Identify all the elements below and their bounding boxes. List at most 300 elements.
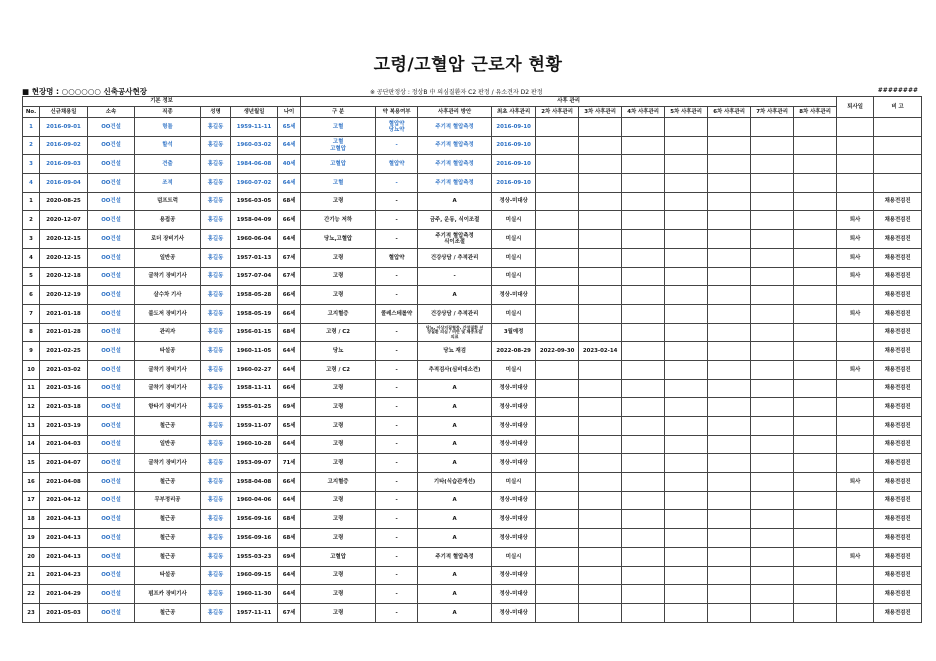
remark-cell <box>874 174 922 193</box>
age-cell: 64세 <box>278 230 301 249</box>
care-plan-cell: A <box>418 491 492 510</box>
followup-7-cell <box>751 603 794 622</box>
followup-8-cell <box>794 248 837 267</box>
followup-3-cell <box>579 267 622 286</box>
care-plan-cell: - <box>418 267 492 286</box>
followup-8-cell <box>794 286 837 305</box>
affiliation-cell: OO건설 <box>88 398 135 417</box>
worker-name-cell: 홍길동 <box>201 323 231 342</box>
category-cell: 당뇨 <box>301 342 376 361</box>
age-cell: 66세 <box>278 473 301 492</box>
followup-7-cell <box>751 566 794 585</box>
followup-4-cell <box>622 136 665 155</box>
row-no-cell: 5 <box>23 267 40 286</box>
followup-1-cell: 정상-미대상 <box>492 603 536 622</box>
followup-5-cell <box>665 360 708 379</box>
age-cell: 69세 <box>278 398 301 417</box>
followup-3-cell <box>579 529 622 548</box>
hire-date-cell: 2021-02-25 <box>40 342 88 361</box>
followup-2-cell <box>536 585 579 604</box>
table-row <box>23 174 922 193</box>
age-cell: 67세 <box>278 267 301 286</box>
worker-name-cell: 홍길동 <box>201 118 231 137</box>
followup-1-cell: 정상-미대상 <box>492 454 536 473</box>
job-type-cell: 무부정리공 <box>135 491 201 510</box>
worker-name-cell: 홍길동 <box>201 491 231 510</box>
affiliation-cell: OO건설 <box>88 454 135 473</box>
birth-date-cell: 1957-07-04 <box>231 267 278 286</box>
followup-4-cell <box>622 267 665 286</box>
followup-2-cell <box>536 547 579 566</box>
followup-5-cell <box>665 398 708 417</box>
birth-date-cell: 1959-11-11 <box>231 118 278 137</box>
care-plan-cell: A <box>418 529 492 548</box>
followup-8-cell <box>794 304 837 323</box>
followup-4-cell <box>622 566 665 585</box>
row-no-cell: 23 <box>23 603 40 622</box>
followup-3-cell <box>579 360 622 379</box>
hire-date-cell: 2016-09-02 <box>40 136 88 155</box>
care-plan-cell: A <box>418 286 492 305</box>
job-type-cell: 불도저 장비기사 <box>135 304 201 323</box>
affiliation-cell: OO건설 <box>88 547 135 566</box>
followup-1-cell: 미실시 <box>492 304 536 323</box>
followup-6-cell <box>708 323 751 342</box>
followup-2-cell <box>536 566 579 585</box>
category-cell: 고령 <box>301 192 376 211</box>
resign-date-cell: 퇴사 <box>837 211 874 230</box>
followup-1-cell: 2016-09-10 <box>492 174 536 193</box>
table-row <box>23 267 922 286</box>
column-header: 2차 사후관리 <box>536 107 579 118</box>
row-no-cell: 15 <box>23 454 40 473</box>
hire-date-cell: 2021-04-13 <box>40 547 88 566</box>
remark-cell: 채용전검진 <box>874 211 922 230</box>
followup-7-cell <box>751 435 794 454</box>
row-no-cell: 21 <box>23 566 40 585</box>
followup-2-cell <box>536 398 579 417</box>
affiliation-cell: OO건설 <box>88 435 135 454</box>
followup-5-cell <box>665 174 708 193</box>
care-plan-cell: A <box>418 603 492 622</box>
care-plan-cell: A <box>418 417 492 436</box>
followup-1-cell: 미실시 <box>492 248 536 267</box>
followup-4-cell <box>622 211 665 230</box>
followup-3-cell <box>579 603 622 622</box>
table-row <box>23 211 922 230</box>
resign-date-cell: 퇴사 <box>837 248 874 267</box>
category-cell: 고령 <box>301 454 376 473</box>
remark-cell: 채용전검진 <box>874 379 922 398</box>
medication-cell: - <box>376 510 418 529</box>
birth-date-cell: 1960-02-27 <box>231 360 278 379</box>
column-header: 나이 <box>278 107 301 118</box>
job-type-cell: 철근공 <box>135 473 201 492</box>
category-cell: 고령 <box>301 417 376 436</box>
followup-5-cell <box>665 155 708 174</box>
category-cell: 고령 / C2 <box>301 360 376 379</box>
age-cell: 64세 <box>278 136 301 155</box>
followup-1-cell: 2016-09-10 <box>492 136 536 155</box>
resign-date-cell <box>837 286 874 305</box>
hire-date-cell: 2021-04-13 <box>40 510 88 529</box>
followup-3-cell <box>579 192 622 211</box>
followup-3-cell <box>579 286 622 305</box>
followup-6-cell <box>708 435 751 454</box>
remark-cell: 채용전검진 <box>874 417 922 436</box>
job-type-cell: 펌프카 장비기사 <box>135 585 201 604</box>
hire-date-cell: 2021-04-03 <box>40 435 88 454</box>
followup-2-cell <box>536 286 579 305</box>
followup-2-cell <box>536 510 579 529</box>
birth-date-cell: 1960-11-05 <box>231 342 278 361</box>
care-plan-cell: 추적검사(심비대소견) <box>418 360 492 379</box>
affiliation-cell: OO건설 <box>88 192 135 211</box>
followup-2-cell <box>536 230 579 249</box>
care-plan-cell: A <box>418 585 492 604</box>
followup-6-cell <box>708 248 751 267</box>
followup-2-cell <box>536 603 579 622</box>
age-cell: 64세 <box>278 491 301 510</box>
followup-6-cell <box>708 286 751 305</box>
followup-5-cell <box>665 529 708 548</box>
resign-date-cell: 퇴사 <box>837 473 874 492</box>
followup-8-cell <box>794 435 837 454</box>
age-cell: 66세 <box>278 379 301 398</box>
birth-date-cell: 1955-03-23 <box>231 547 278 566</box>
age-cell: 71세 <box>278 454 301 473</box>
followup-1-cell: 미실시 <box>492 360 536 379</box>
followup-8-cell <box>794 566 837 585</box>
affiliation-cell: OO건설 <box>88 248 135 267</box>
followup-7-cell <box>751 248 794 267</box>
care-plan-cell: 기타(식습관개선) <box>418 473 492 492</box>
followup-3-cell <box>579 473 622 492</box>
hire-date-cell: 2021-04-07 <box>40 454 88 473</box>
age-cell: 67세 <box>278 603 301 622</box>
followup-8-cell <box>794 118 837 137</box>
column-header: 신규채용일 <box>40 107 88 118</box>
followup-2-cell <box>536 379 579 398</box>
followup-7-cell <box>751 323 794 342</box>
job-type-cell: 굴착기 장비기사 <box>135 360 201 379</box>
row-no-cell: 20 <box>23 547 40 566</box>
followup-2-cell <box>536 136 579 155</box>
medication-cell: - <box>376 491 418 510</box>
followup-6-cell <box>708 342 751 361</box>
resign-date-cell <box>837 118 874 137</box>
hire-date-cell: 2021-05-03 <box>40 603 88 622</box>
followup-8-cell <box>794 174 837 193</box>
column-header: 최초 사후관리 <box>492 107 536 118</box>
affiliation-cell: OO건설 <box>88 155 135 174</box>
birth-date-cell: 1958-05-28 <box>231 286 278 305</box>
resign-date-cell <box>837 603 874 622</box>
care-plan-cell: 당뇨 재검 <box>418 342 492 361</box>
table-row <box>23 585 922 604</box>
followup-6-cell <box>708 360 751 379</box>
affiliation-cell: OO건설 <box>88 304 135 323</box>
resign-date-cell: 퇴사 <box>837 360 874 379</box>
table-row <box>23 118 922 137</box>
medication-cell: - <box>376 473 418 492</box>
medication-cell: 콜레스테롤약 <box>376 304 418 323</box>
medication-cell: - <box>376 529 418 548</box>
medication-cell: - <box>376 379 418 398</box>
followup-6-cell <box>708 174 751 193</box>
followup-5-cell <box>665 286 708 305</box>
row-no-cell: 6 <box>23 286 40 305</box>
remark-cell <box>874 118 922 137</box>
followup-8-cell <box>794 529 837 548</box>
remark-cell: 채용전검진 <box>874 286 922 305</box>
care-plan-cell: 주기적 혈압측정 <box>418 136 492 155</box>
worker-name-cell: 홍길동 <box>201 585 231 604</box>
followup-8-cell <box>794 510 837 529</box>
category-cell: 고령 <box>301 585 376 604</box>
medication-cell: - <box>376 192 418 211</box>
group-basic-info: 기본 정보 <box>23 97 301 107</box>
worker-name-cell: 홍길동 <box>201 286 231 305</box>
birth-date-cell: 1958-04-08 <box>231 473 278 492</box>
column-header: 생년월일 <box>231 107 278 118</box>
job-type-cell: 살수차 기사 <box>135 286 201 305</box>
followup-2-cell <box>536 192 579 211</box>
followup-6-cell <box>708 398 751 417</box>
job-type-cell: 굴착기 장비기사 <box>135 379 201 398</box>
table-row <box>23 192 922 211</box>
hire-date-cell: 2021-01-18 <box>40 304 88 323</box>
followup-7-cell <box>751 510 794 529</box>
followup-4-cell <box>622 510 665 529</box>
age-cell: 65세 <box>278 417 301 436</box>
affiliation-cell: OO건설 <box>88 603 135 622</box>
followup-4-cell <box>622 342 665 361</box>
followup-6-cell <box>708 454 751 473</box>
category-cell: 고령 <box>301 267 376 286</box>
followup-2-cell <box>536 304 579 323</box>
followup-8-cell <box>794 585 837 604</box>
job-type-cell: 일반공 <box>135 248 201 267</box>
worker-name-cell: 홍길동 <box>201 454 231 473</box>
followup-4-cell <box>622 417 665 436</box>
care-plan-cell: A <box>418 566 492 585</box>
followup-2-cell <box>536 454 579 473</box>
resign-date-cell <box>837 454 874 473</box>
followup-5-cell <box>665 435 708 454</box>
followup-2-cell <box>536 529 579 548</box>
followup-8-cell <box>794 547 837 566</box>
followup-7-cell <box>751 136 794 155</box>
birth-date-cell: 1960-03-02 <box>231 136 278 155</box>
medication-cell: - <box>376 267 418 286</box>
followup-4-cell <box>622 585 665 604</box>
remark-cell: 채용전검진 <box>874 566 922 585</box>
table-row <box>23 230 922 249</box>
job-type-cell: 할석 <box>135 136 201 155</box>
worker-name-cell: 홍길동 <box>201 547 231 566</box>
followup-3-cell <box>579 304 622 323</box>
category-cell: 고령 <box>301 248 376 267</box>
followup-6-cell <box>708 230 751 249</box>
category-cell: 고지혈증 <box>301 473 376 492</box>
followup-1-cell: 정상-미대상 <box>492 566 536 585</box>
row-no-cell: 2 <box>23 136 40 155</box>
job-type-cell: 관리자 <box>135 323 201 342</box>
row-no-cell: 18 <box>23 510 40 529</box>
resign-date-cell <box>837 529 874 548</box>
page-title: 고령/고혈압 근로자 현황 <box>373 55 563 75</box>
table-row <box>23 510 922 529</box>
followup-1-cell: 정상-미대상 <box>492 286 536 305</box>
hire-date-cell: 2021-04-29 <box>40 585 88 604</box>
job-type-cell: 항타기 장비기사 <box>135 398 201 417</box>
table-row <box>23 473 922 492</box>
medication-cell: - <box>376 342 418 361</box>
job-type-cell: 철근공 <box>135 547 201 566</box>
table-row <box>23 529 922 548</box>
affiliation-cell: OO건설 <box>88 136 135 155</box>
followup-1-cell: 미실시 <box>492 267 536 286</box>
birth-date-cell: 1956-09-16 <box>231 510 278 529</box>
affiliation-cell: OO건설 <box>88 267 135 286</box>
resign-date-cell: 퇴사 <box>837 267 874 286</box>
followup-5-cell <box>665 566 708 585</box>
followup-8-cell <box>794 230 837 249</box>
resign-date-cell: 퇴사 <box>837 304 874 323</box>
followup-2-cell <box>536 118 579 137</box>
affiliation-cell: OO건설 <box>88 360 135 379</box>
row-no-cell: 3 <box>23 155 40 174</box>
worker-table <box>22 96 922 623</box>
followup-4-cell <box>622 360 665 379</box>
column-header: 4차 사후관리 <box>622 107 665 118</box>
table-row <box>23 435 922 454</box>
followup-1-cell: 미실시 <box>492 211 536 230</box>
job-type-cell: 견출 <box>135 155 201 174</box>
followup-1-cell: 정상-미대상 <box>492 510 536 529</box>
medication-cell: - <box>376 603 418 622</box>
followup-6-cell <box>708 136 751 155</box>
care-plan-cell: A <box>418 454 492 473</box>
overflow-cell: ######## <box>877 87 918 94</box>
followup-3-cell <box>579 136 622 155</box>
resign-date-cell <box>837 435 874 454</box>
resign-date-cell <box>837 323 874 342</box>
category-cell: 고령 <box>301 286 376 305</box>
followup-6-cell <box>708 510 751 529</box>
hire-date-cell: 2020-08-25 <box>40 192 88 211</box>
job-type-cell: 타설공 <box>135 342 201 361</box>
resign-date-cell <box>837 174 874 193</box>
medication-cell: - <box>376 230 418 249</box>
remark-cell: 채용전검진 <box>874 304 922 323</box>
remark-cell: 채용전검진 <box>874 398 922 417</box>
followup-4-cell <box>622 547 665 566</box>
followup-4-cell <box>622 323 665 342</box>
row-no-cell: 11 <box>23 379 40 398</box>
followup-1-cell: 미실시 <box>492 230 536 249</box>
followup-8-cell <box>794 136 837 155</box>
age-cell: 66세 <box>278 211 301 230</box>
medication-cell: - <box>376 323 418 342</box>
affiliation-cell: OO건설 <box>88 286 135 305</box>
table-row <box>23 286 922 305</box>
resign-date-cell <box>837 417 874 436</box>
row-no-cell: 4 <box>23 248 40 267</box>
hire-date-cell: 2020-12-15 <box>40 230 88 249</box>
remark-cell: 채용전검진 <box>874 529 922 548</box>
row-no-cell: 1 <box>23 118 40 137</box>
job-type-cell: 형틀 <box>135 118 201 137</box>
care-plan-cell: 금주, 운동, 식이조절 <box>418 211 492 230</box>
followup-8-cell <box>794 267 837 286</box>
age-cell: 68세 <box>278 323 301 342</box>
followup-8-cell <box>794 398 837 417</box>
birth-date-cell: 1960-09-15 <box>231 566 278 585</box>
hire-date-cell: 2021-04-23 <box>40 566 88 585</box>
followup-2-cell <box>536 323 579 342</box>
col-remarks: 비 고 <box>874 97 922 118</box>
followup-6-cell <box>708 547 751 566</box>
followup-7-cell <box>751 529 794 548</box>
medication-cell: - <box>376 454 418 473</box>
followup-8-cell <box>794 417 837 436</box>
worker-name-cell: 홍길동 <box>201 304 231 323</box>
followup-5-cell <box>665 473 708 492</box>
followup-5-cell <box>665 342 708 361</box>
birth-date-cell: 1959-11-07 <box>231 417 278 436</box>
followup-4-cell <box>622 230 665 249</box>
affiliation-cell: OO건설 <box>88 211 135 230</box>
followup-6-cell <box>708 304 751 323</box>
worker-name-cell: 홍길동 <box>201 136 231 155</box>
followup-5-cell <box>665 491 708 510</box>
followup-4-cell <box>622 398 665 417</box>
followup-7-cell <box>751 267 794 286</box>
category-cell: 고령 <box>301 566 376 585</box>
birth-date-cell: 1957-11-11 <box>231 603 278 622</box>
followup-6-cell <box>708 379 751 398</box>
followup-8-cell <box>794 603 837 622</box>
column-header: No. <box>23 107 40 118</box>
column-header: 성명 <box>201 107 231 118</box>
remark-cell: 채용전검진 <box>874 192 922 211</box>
resign-date-cell <box>837 510 874 529</box>
followup-3-cell <box>579 417 622 436</box>
birth-date-cell: 1956-01-15 <box>231 323 278 342</box>
followup-4-cell <box>622 491 665 510</box>
followup-6-cell <box>708 529 751 548</box>
followup-7-cell <box>751 454 794 473</box>
birth-date-cell: 1958-05-19 <box>231 304 278 323</box>
followup-2-cell <box>536 491 579 510</box>
followup-2-cell <box>536 360 579 379</box>
followup-7-cell <box>751 491 794 510</box>
followup-7-cell <box>751 174 794 193</box>
age-cell: 64세 <box>278 435 301 454</box>
table-row <box>23 379 922 398</box>
job-type-cell: 일반공 <box>135 435 201 454</box>
care-plan-cell: A <box>418 510 492 529</box>
followup-5-cell <box>665 323 708 342</box>
followup-1-cell: 정상-미대상 <box>492 585 536 604</box>
age-cell: 65세 <box>278 118 301 137</box>
hire-date-cell: 2021-03-18 <box>40 398 88 417</box>
worker-name-cell: 홍길동 <box>201 510 231 529</box>
followup-5-cell <box>665 603 708 622</box>
followup-8-cell <box>794 211 837 230</box>
